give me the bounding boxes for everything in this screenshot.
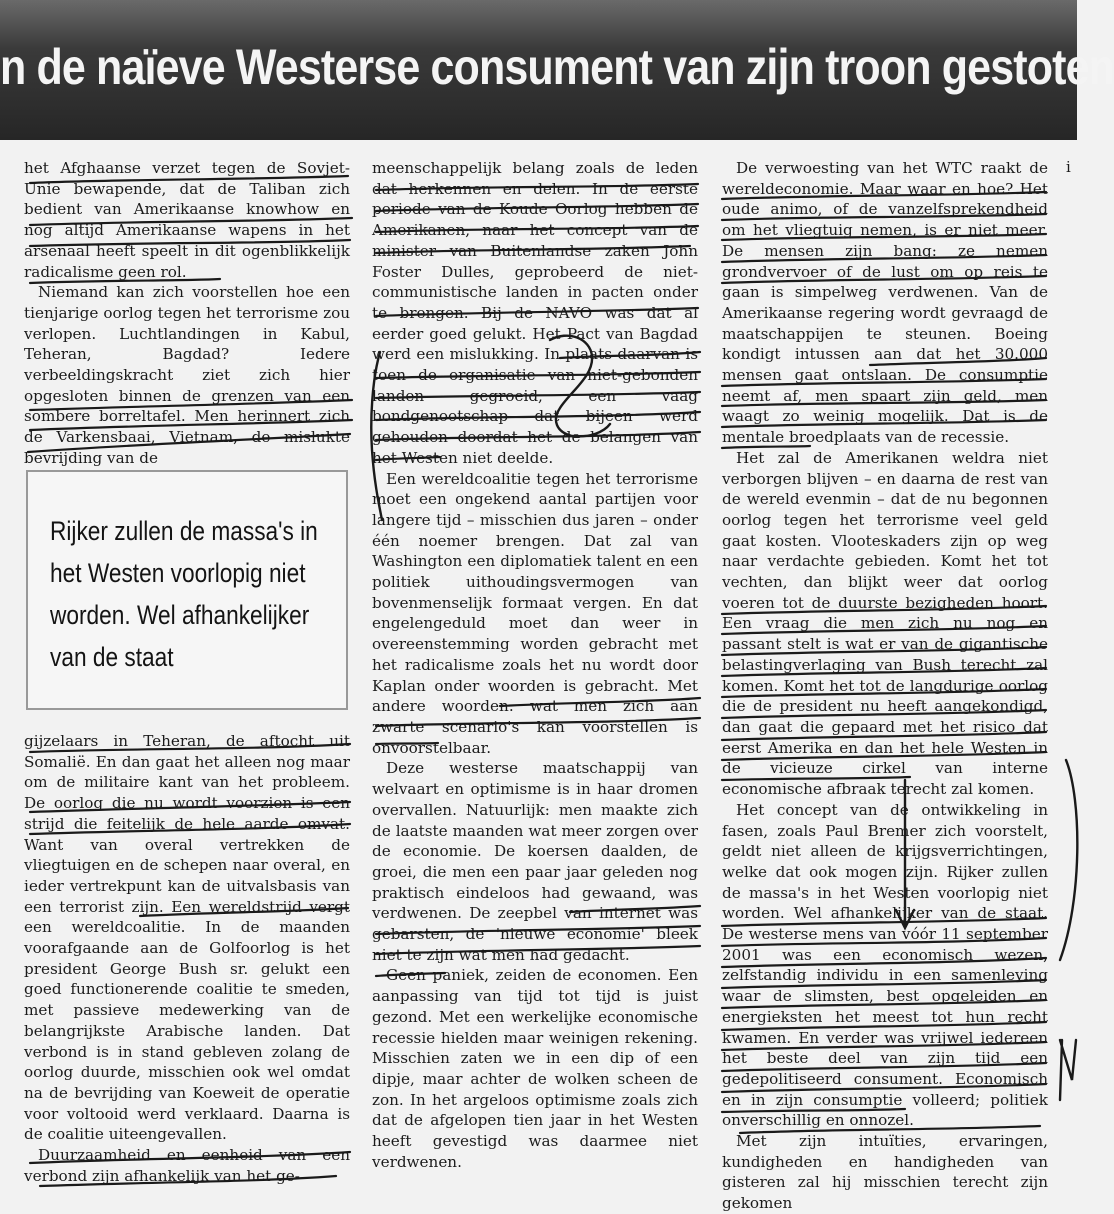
pullquote: Rijker zullen de massa's in het Westen voorlopig niet worden. Wel afhankelijker van de staat (50, 516, 318, 672)
paragraph: Met zijn intuïties, ervaringen, kundigheden en handigheden van gisteren zal hij misschien terecht zijn gekomen (722, 1132, 1048, 1213)
next-column-edge: i (1066, 158, 1071, 176)
paragraph: het Afghaanse verzet tegen de Sovjet-Unie bewapende, dat de Taliban zich bedient van Amerikaanse knowhow en nog altijd Amerikaanse wapens in het arsenaal heeft speelt in dit ogenblikkelijk radicalisme geen rol. (24, 159, 350, 281)
pullquote-box (26, 470, 348, 710)
paragraph: Niemand kan zich voorstellen hoe een tienjarige oorlog tegen het terrorisme zou verlopen. Luchtlandingen in Kabul, Teheran, Bagdad? Iedere verbeeldingskracht ziet zich hier opgesloten binnen de grenzen van een sombere borreltafel. Men herinnert zich de Varkensbaai, Vietnam, de mislukte bevrijding van de (24, 283, 350, 467)
paragraph: gijzelaars in Teheran, de aftocht uit Somalië. En dan gaat het alleen nog maar om de militaire kant van het probleem. De oorlog die nu wordt voorzien is een strijd die feitelijk de hele aarde omvat. Want van overal vertrekken de vliegtuigen en de schepen naar overal, en ieder vertrekpunt kan de uitvalsbasis van een terrorist zijn. Een wereldstrijd vergt een wereldcoalitie. In de maanden voorafgaande aan de Golfoorlog is het president George Bush sr. gelukt een goed functionerende coalitie te smeden, met passieve medewerking van de belangrijkste Arabische landen. Dat verbond is in stand gebleven zolang de oorlog duurde, misschien ook wel omdat na de bevrijding van Koeweit de operatie voor voltooid werd verklaard. Daarna is de coalitie uiteengevallen. (24, 732, 350, 1144)
paragraph: Een wereldcoalitie tegen het terrorisme moet een ongekend aantal partijen voor langere tijd – misschien dus jaren – onder één noemer brengen. Dat zal van Washington een diplomatiek talent en een politiek uithoudingsvermogen van bovenmenselijk formaat vergen. En dat engelengeduld moet dan weer in overeenstemming worden gebracht met het radicalisme zoals het nu wordt door Kaplan onder woorden is gebracht. Met andere woorden: wat men zich aan zwarte scenario's kan voorstellen is onvoorstelbaar. (372, 469, 698, 757)
headline: n de naïeve Westerse consument van zijn troon gestoten (0, 39, 1114, 95)
paragraph: Duurzaamheid en eenheid van een verbond zijn afhankelijk van het ge- (24, 1146, 350, 1185)
column-2 (372, 158, 698, 1198)
column-3 (722, 158, 1048, 1213)
paragraph: De verwoesting van het WTC raakt de wereldeconomie. Maar waar en hoe? Het oude animo, of de vanzelfsprekendheid om het vliegtuig nemen, is er niet meer. De mensen zijn bang: ze nemen grondvervoer of de lust om op reis te gaan is simpelweg verdwenen. Van de Amerikaanse regering wordt gevraagd de maatschappijen te steunen. Boeing kondigt intussen aan dat het 30.000 mensen gaat ontslaan. De consumptie neemt af, men spaart zijn geld, men waagt zo weinig mogelijk. Dat is de mentale broedplaats van de recessie. (722, 159, 1048, 447)
paragraph: meenschappelijk belang zoals de leden dat herkennen en delen. In de eerste periode van de Koude Oorlog hebben de Amerikanen, naar het concept van de minister van Buitenlandse zaken John Foster Dulles, geprobeerd de niet-communistische landen in pacten onder te brengen. Bij de NAVO was dat al eerder goed gelukt. Het Pact van Bagdad werd een mislukking. In plaats daarvan is toen de organisatie van niet-gebonden landen gegroeid, een vaag bondgenootschap dat bijeen werd gehouden doordat het de belangen van het Westen niet deelde. (372, 159, 698, 467)
paragraph: Deze westerse maatschappij van welvaart en optimisme is in haar dromen overvallen. Natuurlijk: men maakte zich de laatste maanden wat meer zorgen over de economie. De koersen daalden, de groei, die men een paar jaar geleden nog praktisch eindeloos had gewaand, was verdwenen. De zeepbel van internet was gebarsten, de 'nieuwe economie' bleek niet te zijn wat men had gedacht. (372, 759, 698, 964)
paragraph: Het zal de Amerikanen weldra niet verborgen blijven – en daarna de rest van de wereld evenmin – dat de nu begonnen oorlog tegen het terrorisme veel geld gaat kosten. Vlooteskaders zijn op weg naar verdachte gebieden. Komt het tot vechten, dan blijkt weer dat oorlog voeren tot de duurste bezigheden hoort. Een vraag die men zich nu nog en passant stelt is wat er van de gigantische belastingverlaging van Bush terecht zal komen. Komt het tot de langdurige oorlog die de president nu heeft aangekondigd, dan gaat die gepaard met het risico dat eerst Amerika en dan het hele Westen in de vicieuze cirkel van interne economische afbraak terecht zal komen. (722, 448, 1048, 799)
column-1-bottom (24, 731, 350, 1200)
paragraph: Het concept van de ontwikkeling in fasen, zoals Paul Bremer zich voorstelt, geldt niet alleen de krijgsverrichtingen, welke dat ook mogen zijn. Rijker zullen de massa's in het Westen voorlopig niet worden. Wel afhankelijker van de staat. De westerse mens van vóór 11 september 2001 was een economisch wezen, zelfstandig individu in een samenleving waar de slimsten, best opgeleiden en energieksten het meest tot hun recht kwamen. En verder was vrijwel iedereen het beste deel van zijn tijd een gedepolitiseerd consument. Economisch en in zijn consumptie volleerd; politiek onverschillig en onnozel. (722, 800, 1048, 1130)
column-1-top (24, 158, 350, 467)
paragraph: Geen paniek, zeiden de economen. Een aanpassing van tijd tot tijd is juist gezond. Met een werkelijke economische recessie hielden maar weinigen rekening. Misschien zaten we in een dip of een dipje, maar achter de wolken scheen de zon. In het argeloos optimisme zoals zich dat de afgelopen tien jaar in het Westen heeft gevestigd was daarmee niet verdwenen. (372, 966, 698, 1171)
headline-banner (0, 0, 1114, 140)
